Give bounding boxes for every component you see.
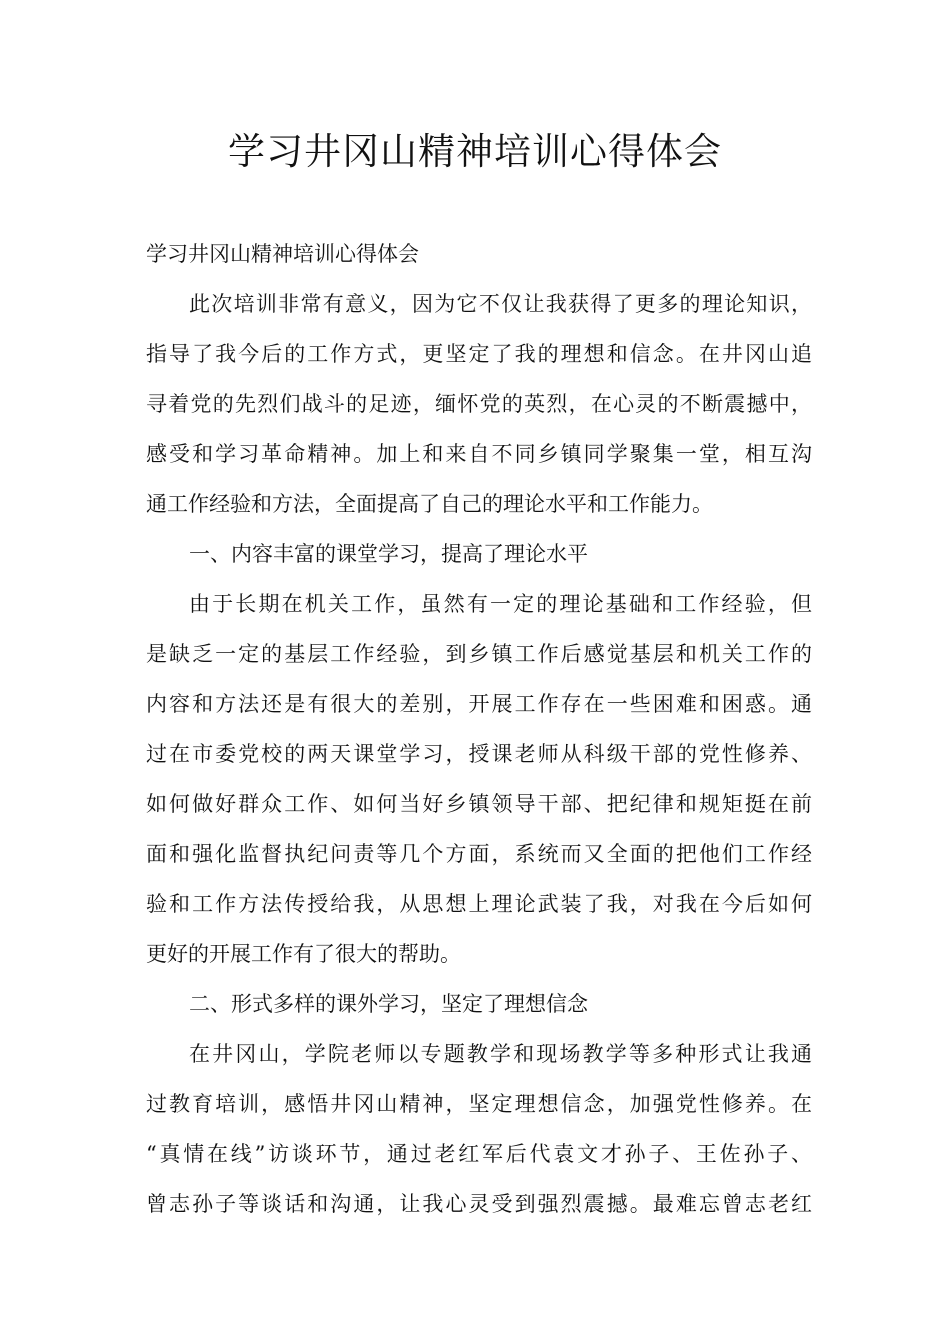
paragraph-line: 由于长期在机关工作，虽然有一定的理论基础和工作经验，但 bbox=[189, 592, 812, 616]
paragraph-line: 是缺乏一定的基层工作经验，到乡镇工作后感觉基层和机关工作的 bbox=[146, 642, 812, 666]
paragraph-line: 指导了我今后的工作方式，更坚定了我的理想和信念。在井冈山追 bbox=[146, 342, 812, 366]
paragraph-line: 此次培训非常有意义，因为它不仅让我获得了更多的理论知识， bbox=[189, 292, 812, 316]
document-body bbox=[146, 229, 812, 1229]
paragraph-line: 通工作经验和方法，全面提高了自己的理论水平和工作能力。 bbox=[146, 492, 713, 516]
paragraph-line: 过教育培训，感悟井冈山精神，坚定理想信念，加强党性修养。在 bbox=[146, 1092, 812, 1116]
paragraph-line: 感受和学习革命精神。加上和来自不同乡镇同学聚集一堂，相互沟 bbox=[146, 442, 812, 466]
paragraph-line: 曾志孙子等谈话和沟通，让我心灵受到强烈震撼。最难忘曾志老红 bbox=[146, 1192, 812, 1216]
paragraph-line: 面和强化监督执纪问责等几个方面，系统而又全面的把他们工作经 bbox=[146, 842, 812, 866]
doc-subtitle-line: 学习井冈山精神培训心得体会 bbox=[146, 242, 419, 266]
section-heading-1: 一、内容丰富的课堂学习，提高了理论水平 bbox=[189, 542, 588, 566]
paragraph-line: 验和工作方法传授给我，从思想上理论武装了我，对我在今后如何 bbox=[146, 892, 812, 916]
paragraph-line: 内容和方法还是有很大的差别，开展工作存在一些困难和困惑。通 bbox=[146, 692, 812, 716]
paragraph-line: “真情在线”访谈环节，通过老红军后代袁文才孙子、王佐孙子、 bbox=[146, 1142, 812, 1166]
paragraph-line: 寻着党的先烈们战斗的足迹，缅怀党的英烈，在心灵的不断震撼中， bbox=[146, 392, 812, 416]
paragraph-line: 在井冈山，学院老师以专题教学和现场教学等多种形式让我通 bbox=[189, 1042, 812, 1066]
document-title: 学习井冈山精神培训心得体会 bbox=[228, 130, 722, 173]
paragraph-line: 如何做好群众工作、如何当好乡镇领导干部、把纪律和规矩挺在前 bbox=[146, 792, 812, 816]
section-heading-2: 二、形式多样的课外学习，坚定了理想信念 bbox=[189, 992, 588, 1016]
paragraph-line: 过在市委党校的两天课堂学习，授课老师从科级干部的党性修养、 bbox=[146, 742, 812, 766]
paragraph-line: 更好的开展工作有了很大的帮助。 bbox=[146, 942, 461, 966]
